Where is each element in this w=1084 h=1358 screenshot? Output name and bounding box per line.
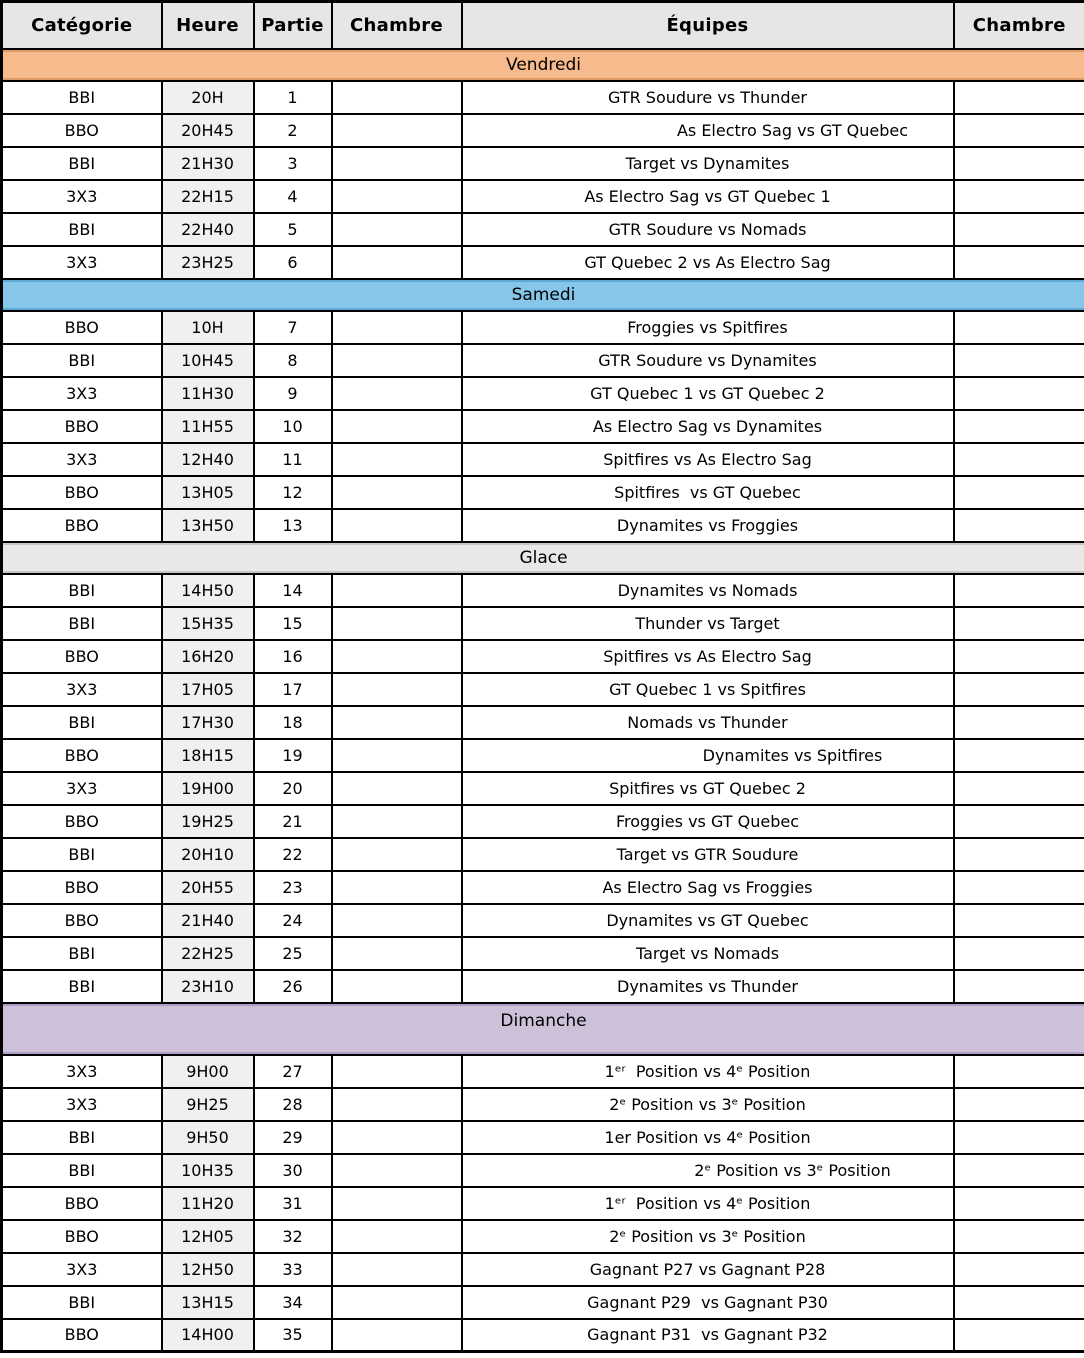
schedule-row-partie-33 <box>2 1253 1084 1286</box>
cell-chambre <box>332 1253 462 1286</box>
schedule-row-partie-19 <box>2 739 1084 772</box>
cell-categorie: BBO <box>2 1187 162 1220</box>
cell-partie: 13 <box>254 509 332 542</box>
schedule-row-partie-17 <box>2 673 1084 706</box>
cell-partie: 28 <box>254 1088 332 1121</box>
cell-chambre <box>332 1319 462 1352</box>
schedule-row-partie-4 <box>2 180 1084 213</box>
cell-chambre <box>332 246 462 279</box>
cell-categorie: 3X3 <box>2 377 162 410</box>
cell-heure: 22H15 <box>162 180 254 213</box>
cell-equipes: Dynamites vs Spitfires <box>462 739 954 772</box>
cell-equipes: Thunder vs Target <box>462 607 954 640</box>
section-row-samedi <box>2 279 1084 311</box>
cell-equipes: As Electro Sag vs GT Quebec <box>462 114 954 147</box>
schedule-header <box>2 2 1084 49</box>
cell-heure: 12H50 <box>162 1253 254 1286</box>
schedule-row-partie-25 <box>2 937 1084 970</box>
cell-equipes: Gagnant P29 vs Gagnant P30 <box>462 1286 954 1319</box>
cell-heure: 19H25 <box>162 805 254 838</box>
column-header-chambre-2: Chambre <box>954 2 1084 49</box>
cell-chambre <box>332 1187 462 1220</box>
cell-partie: 20 <box>254 772 332 805</box>
cell-chambre <box>332 377 462 410</box>
schedule-row-partie-7 <box>2 311 1084 344</box>
cell-categorie: BBO <box>2 509 162 542</box>
cell-chambre-2 <box>954 147 1084 180</box>
section-row-glace <box>2 542 1084 574</box>
cell-heure: 11H55 <box>162 410 254 443</box>
header-row <box>2 2 1084 49</box>
cell-categorie: 3X3 <box>2 673 162 706</box>
cell-chambre <box>332 739 462 772</box>
cell-categorie: 3X3 <box>2 180 162 213</box>
cell-partie: 10 <box>254 410 332 443</box>
cell-equipes: Target vs Nomads <box>462 937 954 970</box>
cell-heure: 17H30 <box>162 706 254 739</box>
schedule-row-partie-16 <box>2 640 1084 673</box>
cell-heure: 13H05 <box>162 476 254 509</box>
section-label-dimanche: Dimanche <box>2 1003 1084 1055</box>
cell-chambre <box>332 81 462 114</box>
cell-partie: 15 <box>254 607 332 640</box>
cell-categorie: BBI <box>2 937 162 970</box>
cell-partie: 24 <box>254 904 332 937</box>
cell-equipes: 1ᵉʳ Position vs 4ᵉ Position <box>462 1055 954 1088</box>
cell-partie: 33 <box>254 1253 332 1286</box>
cell-chambre <box>332 1055 462 1088</box>
cell-chambre-2 <box>954 904 1084 937</box>
cell-categorie: BBO <box>2 739 162 772</box>
cell-chambre-2 <box>954 739 1084 772</box>
cell-categorie: BBO <box>2 410 162 443</box>
schedule-row-partie-31 <box>2 1187 1084 1220</box>
cell-heure: 19H00 <box>162 772 254 805</box>
schedule-row-partie-9 <box>2 377 1084 410</box>
cell-equipes: Gagnant P27 vs Gagnant P28 <box>462 1253 954 1286</box>
cell-partie: 25 <box>254 937 332 970</box>
cell-partie: 14 <box>254 574 332 607</box>
cell-partie: 1 <box>254 81 332 114</box>
cell-heure: 11H20 <box>162 1187 254 1220</box>
cell-heure: 21H30 <box>162 147 254 180</box>
cell-categorie: 3X3 <box>2 1055 162 1088</box>
cell-chambre-2 <box>954 574 1084 607</box>
cell-heure: 21H40 <box>162 904 254 937</box>
schedule-row-partie-15 <box>2 607 1084 640</box>
cell-chambre-2 <box>954 476 1084 509</box>
cell-partie: 34 <box>254 1286 332 1319</box>
cell-chambre <box>332 937 462 970</box>
cell-chambre-2 <box>954 509 1084 542</box>
cell-equipes: As Electro Sag vs Dynamites <box>462 410 954 443</box>
cell-heure: 22H40 <box>162 213 254 246</box>
cell-heure: 9H00 <box>162 1055 254 1088</box>
cell-heure: 20H45 <box>162 114 254 147</box>
cell-categorie: BBI <box>2 344 162 377</box>
cell-chambre-2 <box>954 443 1084 476</box>
cell-heure: 9H50 <box>162 1121 254 1154</box>
cell-heure: 20H10 <box>162 838 254 871</box>
cell-equipes: Spitfires vs As Electro Sag <box>462 443 954 476</box>
cell-chambre <box>332 147 462 180</box>
cell-chambre-2 <box>954 81 1084 114</box>
cell-chambre <box>332 904 462 937</box>
cell-equipes: Gagnant P31 vs Gagnant P32 <box>462 1319 954 1352</box>
cell-heure: 23H25 <box>162 246 254 279</box>
cell-partie: 12 <box>254 476 332 509</box>
schedule-row-partie-13 <box>2 509 1084 542</box>
schedule-row-partie-26 <box>2 970 1084 1003</box>
cell-chambre-2 <box>954 180 1084 213</box>
section-label-glace: Glace <box>2 542 1084 574</box>
cell-categorie: 3X3 <box>2 246 162 279</box>
cell-equipes: 2ᵉ Position vs 3ᵉ Position <box>462 1154 954 1187</box>
cell-equipes: As Electro Sag vs Froggies <box>462 871 954 904</box>
cell-chambre <box>332 706 462 739</box>
cell-chambre <box>332 410 462 443</box>
cell-categorie: BBO <box>2 311 162 344</box>
schedule-row-partie-2 <box>2 114 1084 147</box>
cell-categorie: BBI <box>2 1154 162 1187</box>
cell-categorie: BBO <box>2 476 162 509</box>
cell-chambre-2 <box>954 311 1084 344</box>
cell-chambre <box>332 1286 462 1319</box>
schedule-row-partie-32 <box>2 1220 1084 1253</box>
cell-equipes: As Electro Sag vs GT Quebec 1 <box>462 180 954 213</box>
cell-chambre-2 <box>954 1154 1084 1187</box>
cell-equipes: Spitfires vs As Electro Sag <box>462 640 954 673</box>
cell-chambre-2 <box>954 1253 1084 1286</box>
cell-categorie: BBI <box>2 1286 162 1319</box>
cell-heure: 17H05 <box>162 673 254 706</box>
schedule-row-partie-8 <box>2 344 1084 377</box>
cell-chambre-2 <box>954 410 1084 443</box>
schedule-row-partie-18 <box>2 706 1084 739</box>
cell-equipes: Froggies vs GT Quebec <box>462 805 954 838</box>
cell-partie: 6 <box>254 246 332 279</box>
cell-chambre-2 <box>954 1055 1084 1088</box>
section-row-dimanche <box>2 1003 1084 1055</box>
cell-heure: 18H15 <box>162 739 254 772</box>
cell-partie: 22 <box>254 838 332 871</box>
section-label-samedi: Samedi <box>2 279 1084 311</box>
cell-equipes: Spitfires vs GT Quebec <box>462 476 954 509</box>
cell-heure: 15H35 <box>162 607 254 640</box>
cell-heure: 23H10 <box>162 970 254 1003</box>
cell-chambre-2 <box>954 114 1084 147</box>
cell-equipes: 2ᵉ Position vs 3ᵉ Position <box>462 1088 954 1121</box>
cell-chambre-2 <box>954 673 1084 706</box>
cell-equipes: 1ᵉʳ Position vs 4ᵉ Position <box>462 1187 954 1220</box>
cell-partie: 31 <box>254 1187 332 1220</box>
cell-partie: 35 <box>254 1319 332 1352</box>
cell-partie: 7 <box>254 311 332 344</box>
cell-partie: 26 <box>254 970 332 1003</box>
cell-heure: 13H50 <box>162 509 254 542</box>
cell-equipes: Froggies vs Spitfires <box>462 311 954 344</box>
cell-equipes: GTR Soudure vs Nomads <box>462 213 954 246</box>
cell-chambre <box>332 871 462 904</box>
cell-heure: 12H05 <box>162 1220 254 1253</box>
cell-categorie: BBI <box>2 970 162 1003</box>
cell-partie: 23 <box>254 871 332 904</box>
cell-heure: 9H25 <box>162 1088 254 1121</box>
cell-categorie: BBI <box>2 213 162 246</box>
cell-chambre-2 <box>954 805 1084 838</box>
schedule-row-partie-24 <box>2 904 1084 937</box>
cell-chambre <box>332 476 462 509</box>
schedule-row-partie-27 <box>2 1055 1084 1088</box>
cell-categorie: BBO <box>2 114 162 147</box>
cell-chambre <box>332 838 462 871</box>
schedule-row-partie-23 <box>2 871 1084 904</box>
cell-heure: 13H15 <box>162 1286 254 1319</box>
schedule-row-partie-28 <box>2 1088 1084 1121</box>
cell-partie: 11 <box>254 443 332 476</box>
cell-partie: 29 <box>254 1121 332 1154</box>
cell-equipes: GT Quebec 1 vs GT Quebec 2 <box>462 377 954 410</box>
cell-chambre-2 <box>954 607 1084 640</box>
schedule-row-partie-5 <box>2 213 1084 246</box>
cell-categorie: 3X3 <box>2 443 162 476</box>
cell-categorie: BBO <box>2 871 162 904</box>
cell-categorie: BBO <box>2 1220 162 1253</box>
cell-equipes: Target vs Dynamites <box>462 147 954 180</box>
schedule-row-partie-12 <box>2 476 1084 509</box>
cell-chambre <box>332 1220 462 1253</box>
cell-heure: 10H35 <box>162 1154 254 1187</box>
column-header-categorie: Catégorie <box>2 2 162 49</box>
cell-chambre-2 <box>954 1121 1084 1154</box>
cell-chambre <box>332 1154 462 1187</box>
cell-heure: 22H25 <box>162 937 254 970</box>
cell-heure: 10H45 <box>162 344 254 377</box>
cell-equipes: GT Quebec 2 vs As Electro Sag <box>462 246 954 279</box>
cell-partie: 18 <box>254 706 332 739</box>
schedule-row-partie-21 <box>2 805 1084 838</box>
cell-chambre-2 <box>954 970 1084 1003</box>
section-label-vendredi: Vendredi <box>2 49 1084 81</box>
schedule-row-partie-35 <box>2 1319 1084 1352</box>
cell-equipes: Spitfires vs GT Quebec 2 <box>462 772 954 805</box>
column-header-equipes: Équipes <box>462 2 954 49</box>
cell-chambre <box>332 509 462 542</box>
cell-partie: 19 <box>254 739 332 772</box>
cell-chambre-2 <box>954 213 1084 246</box>
schedule-row-partie-14 <box>2 574 1084 607</box>
cell-chambre-2 <box>954 640 1084 673</box>
cell-chambre-2 <box>954 1187 1084 1220</box>
cell-heure: 12H40 <box>162 443 254 476</box>
cell-chambre <box>332 805 462 838</box>
cell-chambre-2 <box>954 871 1084 904</box>
cell-categorie: BBI <box>2 81 162 114</box>
cell-partie: 27 <box>254 1055 332 1088</box>
cell-partie: 30 <box>254 1154 332 1187</box>
cell-chambre-2 <box>954 246 1084 279</box>
schedule-row-partie-1 <box>2 81 1084 114</box>
cell-chambre <box>332 443 462 476</box>
schedule-row-partie-3 <box>2 147 1084 180</box>
schedule-row-partie-20 <box>2 772 1084 805</box>
cell-heure: 16H20 <box>162 640 254 673</box>
cell-heure: 14H00 <box>162 1319 254 1352</box>
cell-partie: 32 <box>254 1220 332 1253</box>
cell-chambre <box>332 114 462 147</box>
cell-chambre <box>332 772 462 805</box>
cell-equipes: Nomads vs Thunder <box>462 706 954 739</box>
cell-chambre <box>332 213 462 246</box>
cell-categorie: BBI <box>2 1121 162 1154</box>
column-header-chambre: Chambre <box>332 2 462 49</box>
cell-heure: 20H <box>162 81 254 114</box>
cell-categorie: BBO <box>2 1319 162 1352</box>
cell-chambre-2 <box>954 1088 1084 1121</box>
cell-equipes: 2ᵉ Position vs 3ᵉ Position <box>462 1220 954 1253</box>
cell-chambre <box>332 574 462 607</box>
cell-heure: 11H30 <box>162 377 254 410</box>
cell-equipes: 1er Position vs 4ᵉ Position <box>462 1121 954 1154</box>
cell-chambre <box>332 607 462 640</box>
cell-chambre-2 <box>954 1286 1084 1319</box>
cell-categorie: BBI <box>2 706 162 739</box>
cell-chambre-2 <box>954 838 1084 871</box>
cell-chambre <box>332 180 462 213</box>
cell-heure: 20H55 <box>162 871 254 904</box>
cell-chambre <box>332 1121 462 1154</box>
column-header-heure: Heure <box>162 2 254 49</box>
cell-equipes: Dynamites vs GT Quebec <box>462 904 954 937</box>
cell-chambre-2 <box>954 937 1084 970</box>
cell-categorie: BBI <box>2 838 162 871</box>
section-row-vendredi <box>2 49 1084 81</box>
cell-categorie: 3X3 <box>2 1088 162 1121</box>
cell-partie: 16 <box>254 640 332 673</box>
cell-partie: 2 <box>254 114 332 147</box>
schedule-row-partie-22 <box>2 838 1084 871</box>
cell-equipes: Dynamites vs Nomads <box>462 574 954 607</box>
cell-partie: 5 <box>254 213 332 246</box>
cell-categorie: BBI <box>2 607 162 640</box>
schedule-row-partie-11 <box>2 443 1084 476</box>
cell-categorie: 3X3 <box>2 772 162 805</box>
cell-chambre-2 <box>954 377 1084 410</box>
schedule-row-partie-29 <box>2 1121 1084 1154</box>
cell-partie: 17 <box>254 673 332 706</box>
cell-chambre <box>332 970 462 1003</box>
cell-equipes: GTR Soudure vs Dynamites <box>462 344 954 377</box>
cell-chambre-2 <box>954 706 1084 739</box>
cell-chambre-2 <box>954 1220 1084 1253</box>
cell-categorie: BBO <box>2 904 162 937</box>
cell-categorie: BBO <box>2 805 162 838</box>
cell-partie: 9 <box>254 377 332 410</box>
schedule-row-partie-10 <box>2 410 1084 443</box>
schedule-row-partie-30 <box>2 1154 1084 1187</box>
schedule-row-partie-6 <box>2 246 1084 279</box>
cell-partie: 8 <box>254 344 332 377</box>
cell-chambre <box>332 673 462 706</box>
cell-chambre <box>332 1088 462 1121</box>
cell-categorie: BBO <box>2 640 162 673</box>
cell-chambre <box>332 640 462 673</box>
cell-categorie: BBI <box>2 147 162 180</box>
cell-chambre-2 <box>954 772 1084 805</box>
cell-equipes: Target vs GTR Soudure <box>462 838 954 871</box>
cell-chambre-2 <box>954 344 1084 377</box>
cell-partie: 21 <box>254 805 332 838</box>
cell-equipes: GT Quebec 1 vs Spitfires <box>462 673 954 706</box>
schedule-body <box>2 49 1084 1352</box>
schedule-row-partie-34 <box>2 1286 1084 1319</box>
cell-categorie: 3X3 <box>2 1253 162 1286</box>
cell-chambre-2 <box>954 1319 1084 1352</box>
cell-chambre <box>332 311 462 344</box>
cell-heure: 14H50 <box>162 574 254 607</box>
cell-equipes: GTR Soudure vs Thunder <box>462 81 954 114</box>
cell-equipes: Dynamites vs Thunder <box>462 970 954 1003</box>
cell-heure: 10H <box>162 311 254 344</box>
cell-partie: 3 <box>254 147 332 180</box>
cell-partie: 4 <box>254 180 332 213</box>
cell-equipes: Dynamites vs Froggies <box>462 509 954 542</box>
cell-chambre <box>332 344 462 377</box>
cell-categorie: BBI <box>2 574 162 607</box>
column-header-partie: Partie <box>254 2 332 49</box>
